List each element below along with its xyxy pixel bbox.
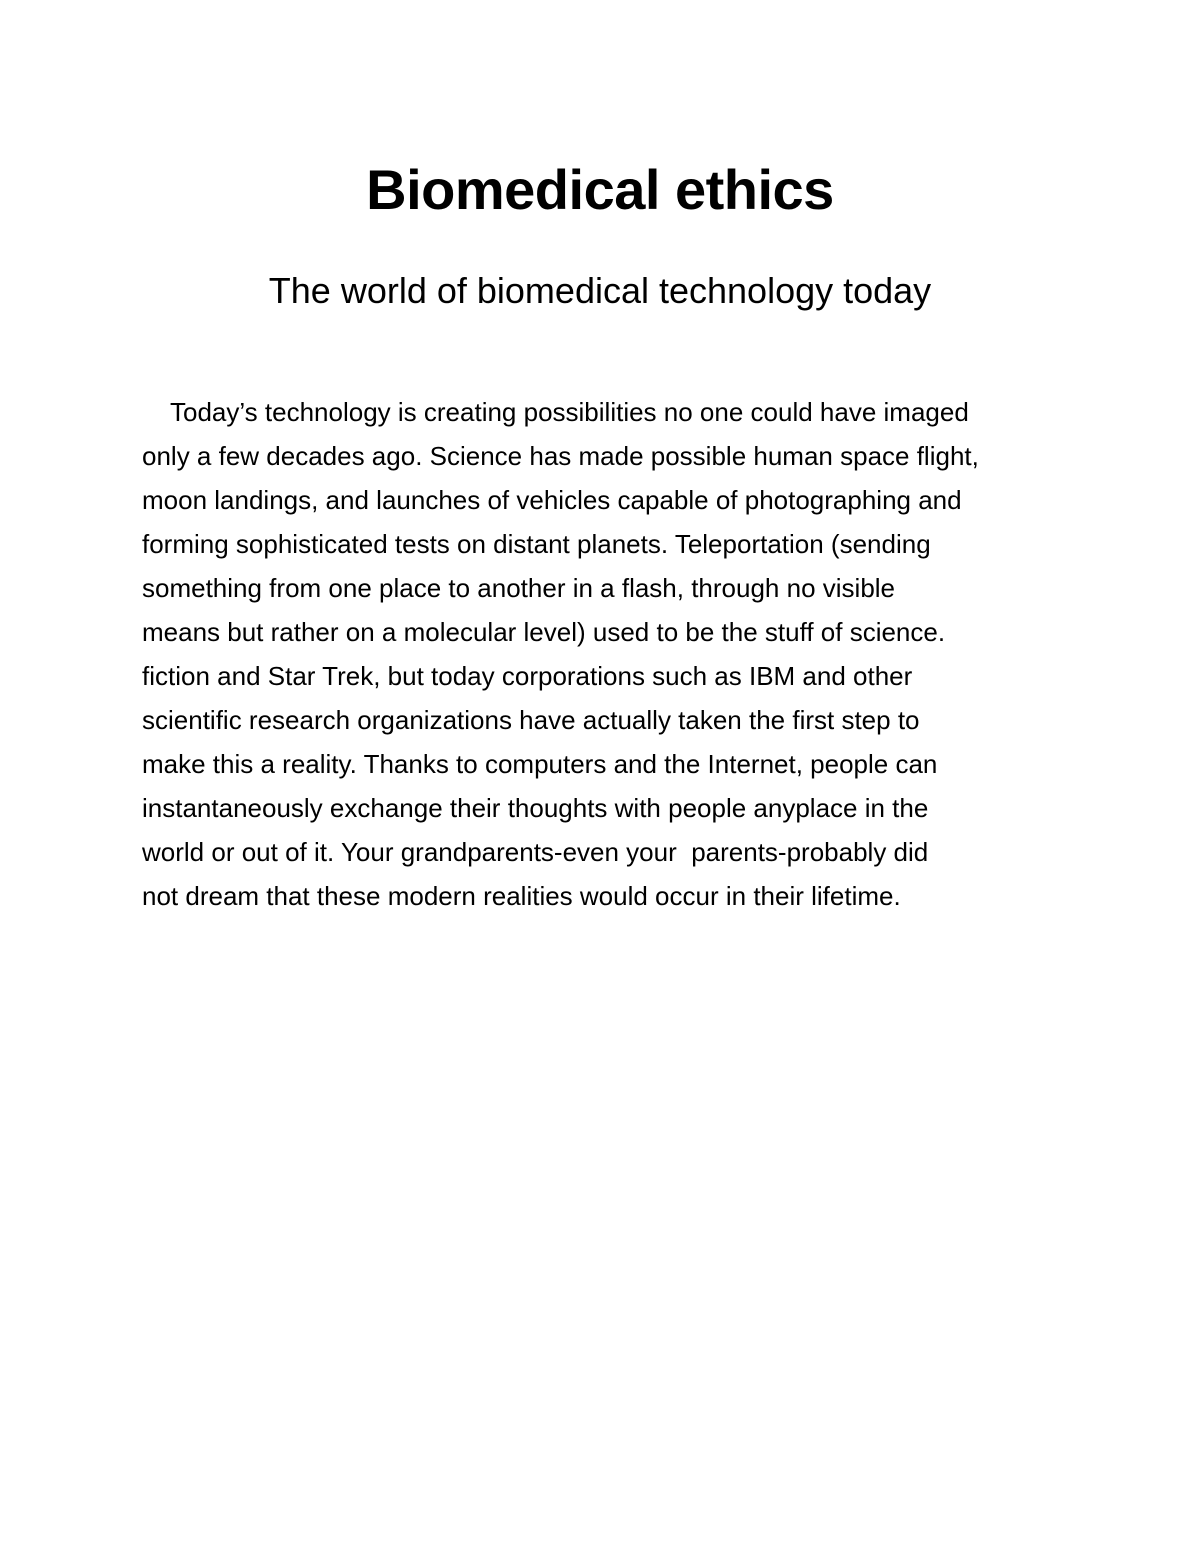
paragraph-line: moon landings, and launches of vehicles capable of photographing and	[142, 485, 962, 515]
paragraph-line: only a few decades ago. Science has made possible human space flight,	[142, 441, 979, 471]
body-paragraph	[142, 390, 1082, 918]
paragraph-line: instantaneously exchange their thoughts with people anyplace in the	[142, 793, 929, 823]
paragraph-line: make this a reality. Thanks to computers and the Internet, people can	[142, 749, 938, 779]
paragraph-line: means but rather on a molecular level) used to be the stuff of science.	[142, 617, 946, 647]
paragraph-line: something from one place to another in a flash, through no visible	[142, 573, 896, 603]
paragraph-line: forming sophisticated tests on distant planets. Teleportation (sending	[142, 529, 931, 559]
paragraph-line: Today’s technology is creating possibilities no one could have imaged	[170, 397, 969, 427]
paragraph-line: not dream that these modern realities would occur in their lifetime.	[142, 881, 901, 911]
paragraph-line: fiction and Star Trek, but today corporations such as IBM and other	[142, 661, 913, 691]
paragraph-line: world or out of it. Your grandparents-even your parents-probably did	[142, 837, 929, 867]
document-title: Biomedical ethics	[366, 158, 834, 221]
document-subtitle: The world of biomedical technology today	[268, 270, 932, 311]
paragraph-line: scientific research organizations have actually taken the first step to	[142, 705, 920, 735]
